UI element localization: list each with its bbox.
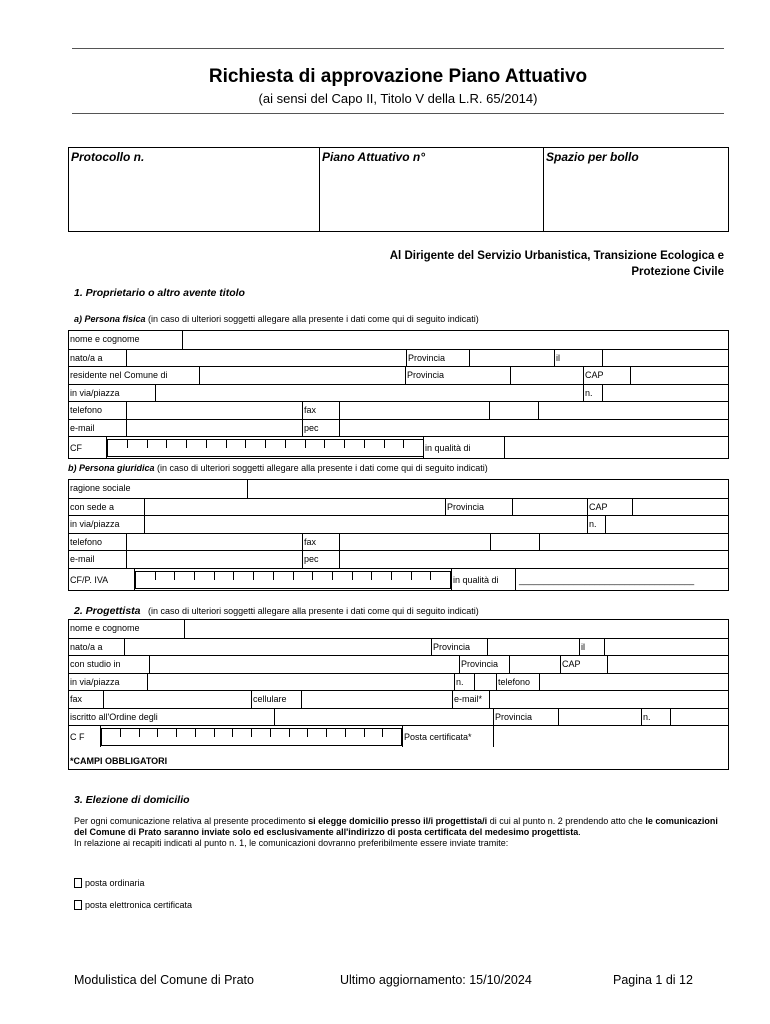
- label-cf-p: C F: [70, 732, 85, 742]
- sede-field[interactable]: [145, 499, 445, 516]
- civico-field[interactable]: [603, 385, 728, 402]
- page-subtitle: (ai sensi del Capo II, Titolo V della L.R. 65/2014): [258, 91, 538, 106]
- title-rule: [72, 113, 724, 114]
- section3-paragraph-2: In relazione ai recapiti indicati al punto n. 1, le comunicazioni dovranno preferibilmente essere inviate tramite:: [74, 838, 509, 848]
- table-row: [69, 480, 728, 498]
- telefono-g-field[interactable]: [127, 534, 302, 551]
- codice-fiscale-p-boxes[interactable]: [101, 728, 402, 746]
- provincia-studio-field[interactable]: [510, 656, 560, 673]
- label-cellulare: cellulare: [253, 694, 287, 704]
- section1b-heading: b) Persona giuridica (in caso di ulteriori soggetti allegare alla presente i dati come qui di seguito indicati): [68, 463, 488, 473]
- footer-center: Ultimo aggiornamento: 15/10/2024: [340, 973, 532, 987]
- persona-giuridica-table: [68, 479, 729, 591]
- table-row: [69, 384, 728, 402]
- provincia-ordine-field[interactable]: [559, 709, 641, 726]
- nome-p-field[interactable]: [185, 620, 728, 638]
- ragione-field[interactable]: [248, 480, 728, 498]
- table-row: [69, 708, 728, 726]
- nato-p-field[interactable]: [125, 639, 431, 656]
- label-provincia-studio: Provincia: [461, 659, 499, 669]
- cap-studio-field[interactable]: [608, 656, 728, 673]
- via-field[interactable]: [156, 385, 583, 402]
- fax-g-field[interactable]: [340, 534, 490, 551]
- data-nascita-field[interactable]: [603, 350, 728, 367]
- label-email: e-mail: [70, 422, 95, 433]
- fax-field[interactable]: [340, 402, 489, 419]
- progettista-table: [68, 619, 729, 770]
- via-p-field[interactable]: [148, 674, 454, 691]
- label-posta: Posta certificata*: [404, 732, 472, 742]
- label-nato: nato/a a: [70, 352, 103, 363]
- fax-p-field[interactable]: [104, 691, 251, 708]
- pec-field[interactable]: [340, 420, 728, 437]
- studio-field[interactable]: [150, 656, 459, 673]
- table-row: [69, 533, 728, 551]
- email-g-field[interactable]: [127, 551, 302, 568]
- comune-field[interactable]: [200, 367, 405, 384]
- label-cf-piva: CF/P. IVA: [70, 574, 109, 585]
- label-provincia-ordine: Provincia: [495, 711, 533, 722]
- recipient-line-1: Al Dirigente del Servizio Urbanistica, Transizione Ecologica e: [389, 250, 724, 262]
- table-row: [69, 366, 728, 384]
- provincia-p-field[interactable]: [488, 639, 579, 656]
- label-nome-p: nome e cognome: [70, 623, 140, 633]
- extra-g-field[interactable]: [540, 534, 728, 551]
- label-qualita-g: in qualità di: [453, 574, 499, 585]
- email-field[interactable]: [127, 420, 302, 437]
- protocollo-box[interactable]: Protocollo n.: [68, 147, 320, 232]
- label-studio: con studio in: [70, 659, 121, 669]
- provincia-res-field[interactable]: [511, 367, 583, 384]
- provincia-field[interactable]: [470, 350, 554, 367]
- label-residente: residente nel Comune di: [70, 370, 168, 380]
- label-provincia-p: Provincia: [433, 641, 471, 652]
- piano-attuativo-box[interactable]: Piano Attuativo n°: [319, 147, 544, 232]
- recipient-line-2: Protezione Civile: [631, 266, 724, 278]
- label-via-p: in via/piazza: [70, 676, 120, 687]
- label-email-g: e-mail: [70, 554, 95, 564]
- table-row: [69, 620, 728, 638]
- label-provincia-res: Provincia: [407, 370, 445, 380]
- nato-field[interactable]: [127, 350, 406, 367]
- label-email-p: e-mail*: [454, 694, 483, 704]
- label-fax: fax: [304, 405, 317, 415]
- section3-title: 3. Elezione di domicilio: [74, 794, 190, 806]
- persona-fisica-table: [68, 330, 729, 459]
- label-via: in via/piazza: [70, 387, 120, 398]
- telefono-p-field[interactable]: [540, 674, 728, 691]
- label-cap: CAP: [585, 370, 604, 380]
- label-n-p: n.: [456, 676, 464, 687]
- label-qualita: in qualità di: [425, 443, 471, 453]
- label-n: n.: [585, 387, 593, 398]
- extra-field[interactable]: [539, 402, 728, 419]
- section1-title: 1. Proprietario o altro avente titolo: [74, 287, 245, 299]
- label-fax-p: fax: [70, 694, 83, 704]
- cellulare-field[interactable]: [302, 691, 452, 708]
- posta-certificata-field[interactable]: [494, 726, 728, 747]
- label-telefono: telefono: [70, 405, 103, 415]
- cap-field[interactable]: [631, 367, 728, 384]
- label-ordine: iscritto all'Ordine degli: [70, 711, 158, 722]
- table-row: [69, 725, 728, 747]
- label-cap-studio: CAP: [562, 659, 581, 669]
- footer-right: Pagina 1 di 12: [613, 973, 693, 987]
- label-cap-sede: CAP: [589, 501, 608, 512]
- section3-text: [74, 816, 729, 849]
- fax-extra-field[interactable]: [490, 402, 538, 419]
- label-cf: CF: [70, 443, 82, 453]
- label-n-ordine: n.: [643, 711, 651, 722]
- table-row: [69, 690, 728, 708]
- table-row: [69, 419, 728, 437]
- checkbox[interactable]: [74, 900, 82, 910]
- section3-paragraph-1: Per ogni comunicazione relativa al presente procedimento si elegge domicilio presso il/i progettista/i di cui al punto n. 2 prendendo atto che le comunicazioni del Comune di Prato saranno inviate solo ed esclusivamente all'indirizzo di posta certificata del medesimo progettista.: [74, 816, 718, 837]
- table-row: [69, 673, 728, 691]
- table-row: [69, 568, 728, 590]
- label-ragione: ragione sociale: [70, 483, 131, 493]
- footer-left: Modulistica del Comune di Prato: [74, 973, 254, 987]
- data-nascita-p-field[interactable]: [605, 639, 728, 656]
- table-row: [69, 436, 728, 458]
- label-il-p: il: [581, 641, 585, 652]
- pec-g-field[interactable]: [340, 551, 728, 568]
- section2-title: 2. Progettista: [74, 605, 141, 617]
- cap-sede-field[interactable]: [633, 499, 728, 516]
- qualita-g-field[interactable]: ___________________________________: [519, 574, 695, 585]
- bollo-box: Spazio per bollo: [543, 147, 729, 232]
- label-pec-g: pec: [304, 554, 319, 564]
- label-il: il: [556, 352, 560, 363]
- campi-obbligatori-note: *CAMPI OBBLIGATORI: [70, 756, 168, 766]
- label-provincia-sede: Provincia: [447, 501, 485, 512]
- nome-field[interactable]: [183, 331, 728, 349]
- table-row: [69, 550, 728, 568]
- table-row: [69, 655, 728, 673]
- table-row: [69, 498, 728, 516]
- label-nome: nome e cognome: [70, 334, 140, 344]
- table-row: [69, 349, 728, 367]
- via-sede-field[interactable]: [145, 516, 587, 533]
- label-pec: pec: [304, 422, 319, 433]
- label-via-sede: in via/piazza: [70, 519, 120, 529]
- label-provincia: Provincia: [408, 352, 446, 363]
- top-rule: [72, 48, 724, 49]
- label-telefono-p: telefono: [498, 676, 531, 687]
- table-row: [69, 638, 728, 656]
- table-row: [69, 401, 728, 419]
- table-row: [69, 515, 728, 533]
- section1a-heading: a) Persona fisica (in caso di ulteriori soggetti allegare alla presente i dati come qui di seguito indicati): [74, 314, 479, 324]
- label-fax-g: fax: [304, 536, 317, 547]
- label-sede: con sede a: [70, 501, 115, 512]
- table-row: [69, 331, 728, 349]
- label-n-sede: n.: [589, 519, 597, 529]
- pec-option[interactable]: posta elettronica certificata: [74, 900, 192, 910]
- ordine-field[interactable]: [275, 709, 493, 726]
- civico-p-field[interactable]: [475, 674, 496, 691]
- recipient-block: [304, 248, 724, 280]
- label-nato-p: nato/a a: [70, 641, 103, 652]
- numero-ordine-field[interactable]: [671, 709, 728, 726]
- qualita-field[interactable]: [505, 437, 728, 458]
- civico-sede-field[interactable]: [606, 516, 728, 533]
- page-title: Richiesta di approvazione Piano Attuativo: [208, 66, 588, 87]
- fax-g-extra[interactable]: [491, 534, 539, 551]
- checkbox[interactable]: [74, 878, 82, 888]
- posta-ordinaria-option[interactable]: posta ordinaria: [74, 878, 145, 888]
- provincia-sede-field[interactable]: [513, 499, 587, 516]
- telefono-field[interactable]: [127, 402, 302, 419]
- label-telefono-g: telefono: [70, 536, 103, 547]
- email-p-field[interactable]: [490, 691, 728, 708]
- codice-fiscale-boxes[interactable]: [107, 439, 424, 457]
- section2-heading: 2. Progettista (in caso di ulteriori soggetti allegare alla presente i dati come qui di seguito indicati): [74, 605, 479, 617]
- piva-boxes[interactable]: [135, 571, 451, 589]
